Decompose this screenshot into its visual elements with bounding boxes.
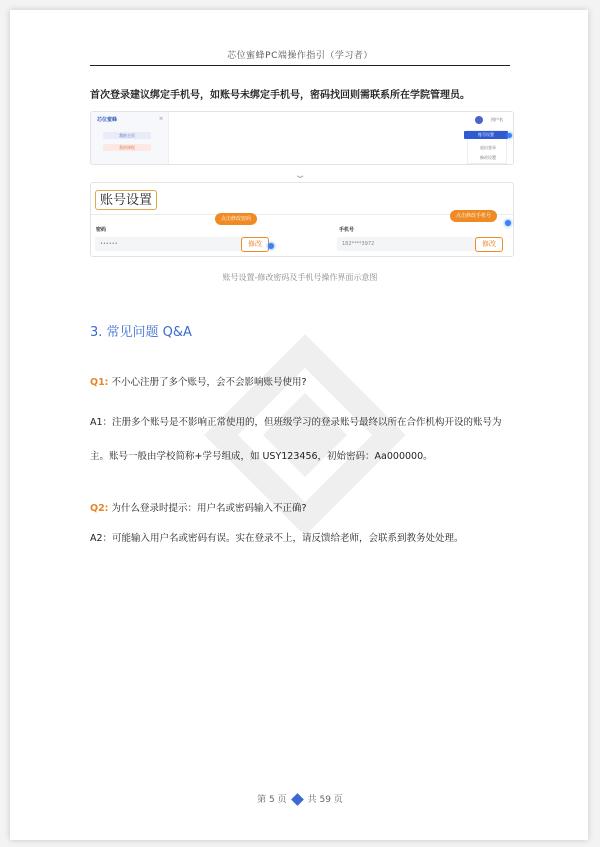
tip-change-password: 点击修改密码 xyxy=(215,213,257,225)
question-number: Q1: xyxy=(90,377,109,388)
click-indicator-icon xyxy=(268,243,274,249)
page-footer xyxy=(90,792,510,805)
screenshot-sidebar xyxy=(91,112,169,165)
question-1 xyxy=(90,374,307,388)
phone-field: 182****3972 xyxy=(337,237,487,251)
screenshot-username: 用户名 xyxy=(491,117,503,122)
screenshot-logo: 芯位蜜蜂 xyxy=(97,117,118,123)
screenshot-menu-item: 我的课程 xyxy=(103,144,151,151)
section-title: 3. 常见问题 Q&A xyxy=(90,325,192,340)
running-header: 芯位蜜蜂PC端操作指引（学习者） xyxy=(227,51,373,61)
menu-collapse-icon: ≡ xyxy=(159,116,164,122)
password-label: 密码 xyxy=(96,227,107,233)
document-page xyxy=(10,10,588,840)
page-total: 共 59 页 xyxy=(307,795,343,805)
screenshot-top-bar xyxy=(90,111,514,165)
click-indicator-icon xyxy=(507,133,512,138)
chevron-down-icon: ⌄ xyxy=(293,170,307,181)
screenshot-dropdown-item: 退出登录 xyxy=(480,145,496,150)
password-field: •••••• xyxy=(95,237,265,251)
screenshot-account-settings xyxy=(90,182,514,257)
page-number: 第 5 页 xyxy=(257,795,287,805)
screenshot-account-settings-item: 账号设置 xyxy=(464,131,508,139)
answer-1: A1：注册多个账号是不影响正常使用的，但班级学习的登录账号最终以所在合作机构开设的账号为主。账号一般由学校简称+学号组成，如 USY123456，初始密码：Aa000000。 xyxy=(90,417,502,462)
screenshot-menu-item: 我的主页 xyxy=(103,132,151,139)
question-text: 为什么登录时提示：用户名或密码输入不正确? xyxy=(108,503,307,514)
screenshot-settings-title: 账号设置 xyxy=(95,190,157,210)
edit-phone-button: 修改 xyxy=(475,237,503,252)
screenshot-user-dropdown xyxy=(467,130,507,164)
avatar xyxy=(475,116,483,124)
question-2 xyxy=(90,500,307,514)
screenshot-dropdown-item: 修改设置 xyxy=(480,155,496,160)
click-indicator-icon xyxy=(505,220,511,226)
phone-label: 手机号 xyxy=(339,227,355,233)
answer-2: A2：可能输入用户名或密码有误。实在登录不上，请反馈给老师，会联系到教务处处理。 xyxy=(90,533,464,544)
intro-paragraph: 首次登录建议绑定手机号，如账号未绑定手机号，密码找回则需联系所在学院管理员。 xyxy=(90,90,470,101)
edit-password-button: 修改 xyxy=(241,237,269,252)
question-number: Q2: xyxy=(90,503,109,514)
header-rule xyxy=(90,65,510,66)
diamond-logo-icon xyxy=(291,793,304,806)
question-text: 不小心注册了多个账号，会不会影响账号使用? xyxy=(108,377,307,388)
tip-change-phone: 点击修改手机号 xyxy=(450,210,497,222)
figure-caption: 账号设置-修改密码及手机号操作界面示意图 xyxy=(222,273,378,282)
